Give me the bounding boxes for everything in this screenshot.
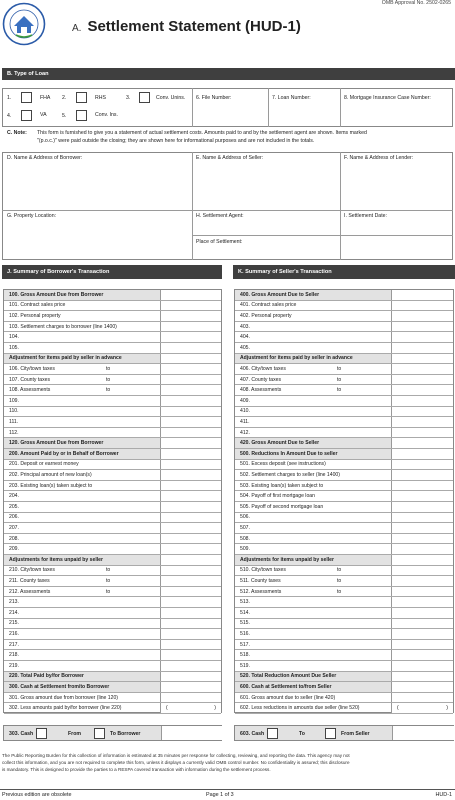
j-amount-cell[interactable] [160,619,221,629]
k-row-label: 506. [240,514,250,521]
j-row [4,608,221,619]
k-row-label: 504. Payoff of first mortgage loan [240,493,315,500]
j-amount-cell[interactable] [160,332,221,342]
k-row-to: to [337,567,342,574]
j-amount-cell[interactable] [160,460,221,470]
j-row-to: to [106,365,111,372]
j-row-label: 212. Assessments [9,588,51,595]
k-row [235,332,453,343]
j-amount-cell[interactable] [160,640,221,650]
k-row-label: 420. Gross Amount Due to Seller [240,440,320,447]
j-row [4,682,221,693]
j-row-label: 209. [9,546,19,553]
j-amount-cell[interactable] [160,566,221,576]
k-amount-cell[interactable] [391,449,453,459]
j-row-label: 120. Gross Amount Due from Borrower [9,440,104,447]
j-row [4,470,221,481]
seller-summary-bar: K. Summary of Seller's Transaction [233,265,455,279]
j-amount-cell[interactable] [160,513,221,523]
lender-field[interactable]: F. Name & Address of Lender: [344,155,414,161]
j-amount-cell[interactable] [160,672,221,682]
k-amount-cell[interactable] [391,608,453,618]
j-row [4,629,221,640]
j-row-label: 206. [9,514,19,521]
k-row [235,523,453,534]
va-checkbox[interactable] [21,110,32,121]
k-row-label: 408. Assessments [240,387,282,394]
j-row-label: 202. Principal amount of new loan(s) [9,471,92,478]
j-row [4,576,221,587]
j-row-label: 111. [9,418,19,425]
j-row-label: 107. County taxes [9,376,51,383]
borrower-summary-table [3,289,222,713]
cash-from-seller-checkbox[interactable] [325,728,336,739]
k-row [235,544,453,555]
j-row [4,290,221,301]
k-row [235,481,453,492]
k-amount-cell[interactable] [391,703,453,713]
loan-number-field[interactable]: 7. Loan Number: [272,95,311,101]
j-row [4,703,221,714]
k-row [235,629,453,640]
k-row-label: 503. Existing loan(s) taken subject to [240,482,324,489]
k-row-label: 513. [240,599,250,606]
seller-field[interactable]: E. Name & Address of Seller: [196,155,264,161]
j-row [4,513,221,524]
j-row-label: 220. Total Paid by/for Borrower [9,673,84,680]
k-amount-cell[interactable] [391,640,453,650]
k-row-label: 412. [240,429,250,436]
k-row-label: 505. Payoff of second mortgage loan [240,503,324,510]
paren-open: ( [166,705,168,712]
j-row [4,385,221,396]
k-amount-cell[interactable] [391,672,453,682]
k-row [235,311,453,322]
k-row-label: 404. [240,334,250,341]
k-amount-cell[interactable] [391,650,453,660]
k-row [235,322,453,333]
k-row [235,343,453,354]
k-row-to: to [337,387,342,394]
j-amount-cell[interactable] [160,693,221,703]
k-amount-cell[interactable] [391,470,453,480]
j-row [4,354,221,365]
k-amount-cell[interactable] [391,460,453,470]
k-row [235,449,453,460]
j-row-label: 217. [9,641,19,648]
k-row-label: 517. [240,641,250,648]
j-row-label: 302. Less amounts paid by/for borrower (line 220) [9,705,122,712]
j-amount-cell[interactable] [160,354,221,364]
j-row [4,619,221,630]
k-row-label: Adjustments for items unpaid by seller [240,556,334,563]
rhs-checkbox[interactable] [76,92,87,103]
j-row-label: 203. Existing loan(s) taken subject to [9,482,93,489]
k-row [235,608,453,619]
section-letter: A. [72,23,82,34]
j-row-label: Adjustments for items unpaid by seller [9,556,103,563]
j-row-label: 204. [9,493,19,500]
j-amount-cell[interactable] [160,502,221,512]
k-row-label: 410. [240,408,250,415]
k-amount-cell[interactable] [391,587,453,597]
k-row [235,502,453,513]
settlement-date-field[interactable]: I. Settlement Date: [344,213,387,219]
k-amount-cell[interactable] [391,301,453,311]
k-amount-cell[interactable] [391,364,453,374]
k-row [235,290,453,301]
j-row-label: 100. Gross Amount Due from Borrower [9,291,104,298]
k-row-label: 518. [240,652,250,659]
k-row-label: 507. [240,524,250,531]
j-row [4,343,221,354]
j-row-label: 106. City/town taxes [9,365,55,372]
k-row-label: 411. [240,418,250,425]
j-amount-cell[interactable] [160,608,221,618]
footer-obsolete: Previous edition are obsolete [2,792,72,798]
k-row [235,385,453,396]
j-row [4,332,221,343]
seller-cash-line: 603. Cash To From Seller [234,725,454,741]
k-row [235,619,453,630]
paren-open: ( [397,705,399,712]
j-amount-cell[interactable] [160,544,221,554]
k-row [235,364,453,375]
fha-checkbox[interactable] [21,92,32,103]
j-row [4,491,221,502]
k-amount-cell[interactable] [391,428,453,438]
k-row [235,597,453,608]
k-amount-cell[interactable] [391,566,453,576]
k-row-to: to [337,376,342,383]
j-row [4,555,221,566]
k-row-to: to [337,365,342,372]
k-row-label: 400. Gross Amount Due to Seller [240,291,320,298]
j-row [4,417,221,428]
k-row-label: 519. [240,662,250,669]
k-row [235,682,453,693]
j-row [4,428,221,439]
footer-page: Page 1 of 3 [206,792,234,798]
k-row-label: 520. Total Reduction Amount Due Seller [240,673,337,680]
j-row-label: 110. [9,408,19,415]
k-row [235,301,453,312]
k-row [235,354,453,365]
borrower-summary-bar: J. Summary of Borrower's Transaction [2,265,222,279]
k-row [235,534,453,545]
j-amount-cell[interactable] [160,301,221,311]
k-amount-cell[interactable] [391,354,453,364]
j-row [4,693,221,704]
j-row [4,396,221,407]
k-amount-cell[interactable] [391,576,453,586]
j-row [4,650,221,661]
k-row [235,576,453,587]
j-row [4,597,221,608]
k-row [235,650,453,661]
k-row-label: 403. [240,323,250,330]
settlement-agent-field[interactable]: H. Settlement Agent: [196,213,244,219]
j-amount-cell[interactable] [160,385,221,395]
borrower-field[interactable]: D. Name & Address of Borrower: [7,155,83,161]
j-row-to: to [106,376,111,383]
j-amount-cell[interactable] [160,534,221,544]
j-row-label: 213. [9,599,19,606]
j-row-label: 210. City/town taxes [9,567,55,574]
j-amount-cell[interactable] [160,661,221,671]
k-amount-cell[interactable] [391,396,453,406]
j-amount-cell[interactable] [160,523,221,533]
k-amount-cell[interactable] [391,693,453,703]
k-row [235,640,453,651]
k-amount-cell[interactable] [391,502,453,512]
j-row [4,322,221,333]
j-amount-cell[interactable] [160,703,221,713]
k-row-label: 516. [240,630,250,637]
j-amount-cell[interactable] [160,428,221,438]
j-amount-cell[interactable] [160,682,221,692]
place-of-settlement-field[interactable]: Place of Settlement: [196,239,243,245]
j-row-label: 102. Personal property [9,312,61,319]
j-amount-cell[interactable] [160,650,221,660]
k-amount-cell[interactable] [391,332,453,342]
j-amount-cell[interactable] [160,417,221,427]
j-row-to: to [106,588,111,595]
k-row-label: 405. [240,344,250,351]
j-row [4,364,221,375]
j-amount-cell[interactable] [160,364,221,374]
k-amount-cell[interactable] [391,619,453,629]
seller-summary-table [234,289,454,713]
j-row-label: 112. [9,429,19,436]
j-row-label: 301. Gross amount due from borrower (line 120) [9,694,119,701]
k-row [235,428,453,439]
j-amount-cell[interactable] [160,396,221,406]
k-row [235,555,453,566]
j-row [4,301,221,312]
conv-ins-checkbox[interactable] [76,110,87,121]
j-row [4,534,221,545]
k-amount-cell[interactable] [391,629,453,639]
k-amount-cell[interactable] [391,322,453,332]
j-amount-cell[interactable] [160,491,221,501]
j-row-label: 219. [9,662,19,669]
j-row [4,640,221,651]
j-row-label: 218. [9,652,19,659]
conv-unins-checkbox[interactable] [139,92,150,103]
k-row [235,693,453,704]
j-row-label: 105. [9,344,19,351]
k-amount-cell[interactable] [391,311,453,321]
k-row-to: to [337,577,342,584]
j-row [4,481,221,492]
k-amount-cell[interactable] [391,661,453,671]
type-of-loan-bar: B. Type of Loan [2,68,455,80]
j-row-label: 201. Deposit or earnest money [9,461,79,468]
k-amount-cell[interactable] [391,438,453,448]
k-row [235,491,453,502]
cash-to-borrower-checkbox[interactable] [94,728,105,739]
k-row-label: 509. [240,546,250,553]
k-row-label: 601. Gross amount due to seller (line 420) [240,694,336,701]
k-amount-cell[interactable] [391,343,453,353]
mortgage-insurance-field[interactable]: 8. Mortgage Insurance Case Number: [344,95,431,101]
j-amount-cell[interactable] [160,290,221,300]
j-row-label: 108. Assessments [9,387,51,394]
j-row [4,407,221,418]
j-row [4,661,221,672]
cash-to-checkbox[interactable] [267,728,278,739]
form-title [72,18,301,35]
j-row [4,672,221,683]
k-amount-cell[interactable] [391,682,453,692]
borrower-cash-line: 303. Cash From To Borrower [3,725,222,741]
j-row [4,566,221,577]
k-row [235,703,453,714]
j-row-to: to [106,567,111,574]
burden-statement: The Public Reporting Burden for this collection of information is estimated at 35 minutes per response for collecting, reviewing, and reporting the data. This agency may not collect this information, and you are not required to complete this form, unless it displays a currently valid OMB control number. No confidentiality is assured; this disclosure is mandatory. This is designed to provide the parties to a RESPA covered transaction with information during the settlement process. [2,753,350,772]
paren-close: ) [214,705,216,712]
k-row-label: 602. Less reductions in amounts due seller (line 520) [240,705,360,712]
j-row [4,587,221,598]
k-row-label: 510. City/town taxes [240,567,286,574]
j-row [4,502,221,513]
k-row [235,407,453,418]
j-amount-cell[interactable] [160,438,221,448]
j-row [4,311,221,322]
k-amount-cell[interactable] [391,597,453,607]
page-title: Settlement Statement (HUD-1) [87,18,301,35]
k-amount-cell[interactable] [391,407,453,417]
k-amount-cell[interactable] [391,534,453,544]
j-row-label: 208. [9,535,19,542]
k-row [235,587,453,598]
omb-approval: OMB Approval No. 2502-0265 [381,0,451,6]
k-amount-cell[interactable] [391,385,453,395]
j-row [4,460,221,471]
k-row [235,438,453,449]
j-row [4,523,221,534]
hud-seal-logo [2,2,46,46]
cash-from-checkbox[interactable] [36,728,47,739]
j-amount-cell[interactable] [160,481,221,491]
j-row [4,375,221,386]
type-of-loan-box [2,88,453,127]
j-amount-cell[interactable] [160,343,221,353]
j-row-label: 205. [9,503,19,510]
j-row [4,438,221,449]
file-number-field[interactable]: 6. File Number: [196,95,232,101]
footer-form-id: HUD-1 [435,792,452,798]
j-amount-cell[interactable] [160,407,221,417]
j-amount-cell[interactable] [160,470,221,480]
j-row-label: 200. Amount Paid by or in Behalf of Borrower [9,450,119,457]
k-row [235,661,453,672]
j-row-label: 300. Cash at Settlement from/to Borrower [9,683,110,690]
k-amount-cell[interactable] [391,481,453,491]
k-amount-cell[interactable] [391,555,453,565]
k-amount-cell[interactable] [391,513,453,523]
k-row-label: 514. [240,609,250,616]
j-row-label: 101. Contract sales price [9,302,66,309]
j-amount-cell[interactable] [160,375,221,385]
k-row [235,513,453,524]
k-row [235,470,453,481]
k-row-label: 502. Settlement charges to seller (line 1400) [240,471,340,478]
j-amount-cell[interactable] [160,597,221,607]
j-amount-cell[interactable] [160,629,221,639]
k-row [235,566,453,577]
k-amount-cell[interactable] [391,523,453,533]
k-row-to: to [337,588,342,595]
j-row-label: 109. [9,397,19,404]
k-row [235,672,453,683]
j-row-label: 216. [9,630,19,637]
j-amount-cell[interactable] [160,555,221,565]
j-amount-cell[interactable] [160,322,221,332]
k-row [235,417,453,428]
k-amount-cell[interactable] [391,417,453,427]
j-amount-cell[interactable] [160,587,221,597]
k-row-label: 402. Personal property [240,312,292,319]
j-row-to: to [106,387,111,394]
j-amount-cell[interactable] [160,449,221,459]
j-row [4,449,221,460]
k-row-label: 600. Cash at Settlement to/from Seller [240,683,332,690]
k-row-label: 407. County taxes [240,376,282,383]
k-row-label: 401. Contract sales price [240,302,297,309]
j-row-label: 214. [9,609,19,616]
k-row-label: 512. Assessments [240,588,282,595]
k-amount-cell[interactable] [391,491,453,501]
k-row-label: Adjustment for items paid by seller in advance [240,355,353,362]
j-row-label: 104. [9,334,19,341]
j-amount-cell[interactable] [160,311,221,321]
j-row-label: 103. Settlement charges to borrower (line 1400) [9,323,117,330]
j-row [4,544,221,555]
k-row-label: 409. [240,397,250,404]
k-row-label: 501. Excess deposit (see instructions) [240,461,326,468]
k-amount-cell[interactable] [391,290,453,300]
k-amount-cell[interactable] [391,375,453,385]
k-row-label: 508. [240,535,250,542]
j-row-label: Adjustment for items paid by seller in advance [9,355,122,362]
k-row-label: 515. [240,620,250,627]
k-row [235,396,453,407]
j-amount-cell[interactable] [160,576,221,586]
j-row-label: 207. [9,524,19,531]
paren-close: ) [446,705,448,712]
k-row-label: 406. City/town taxes [240,365,286,372]
k-row-label: 511. County taxes [240,577,281,584]
j-row-label: 211. County taxes [9,577,50,584]
k-row [235,460,453,471]
j-row-to: to [106,577,111,584]
property-location-field[interactable]: G. Property Location: [7,213,57,219]
k-amount-cell[interactable] [391,544,453,554]
k-row-label: 500. Reductions In Amount Due to seller [240,450,338,457]
k-row [235,375,453,386]
j-row-label: 215. [9,620,19,627]
